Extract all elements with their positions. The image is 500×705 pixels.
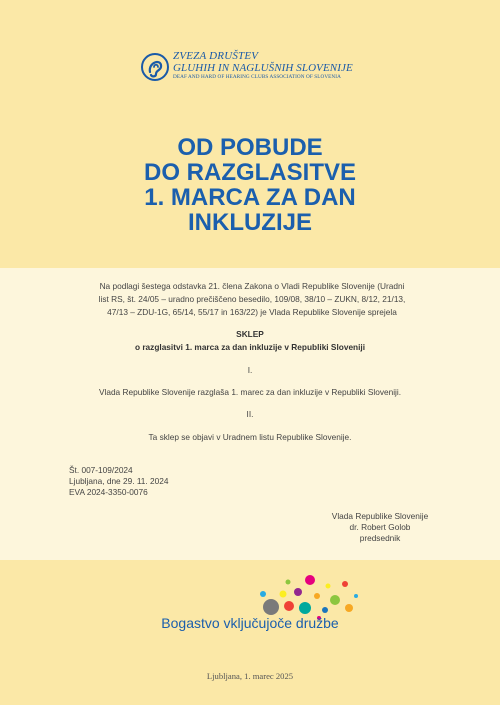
intro-paragraph <box>66 280 438 319</box>
dot <box>286 580 291 585</box>
intro-line: Na podlagi šestega odstavka 21. člena Zakona o Vladi Republike Slovenije (Uradni <box>99 281 405 291</box>
footer-date: Ljubljana, 1. marec 2025 <box>206 671 294 681</box>
document-meta <box>69 465 169 498</box>
signature-line: Vlada Republike Slovenije <box>331 511 429 521</box>
section-2-text: Ta sklep se objavi v Uradnem listu Republike Slovenije. <box>148 432 352 442</box>
dot <box>299 602 311 614</box>
dot <box>294 588 302 596</box>
intro-line: 47/13 – ZDU-1G, 65/14, 55/17 in 163/22) je Vlada Republike Slovenije sprejela <box>107 307 397 317</box>
section-2-number: II. <box>246 409 254 419</box>
dot <box>322 607 328 613</box>
dot <box>345 604 353 612</box>
meta-line: EVA 2024-3350-0076 <box>69 487 148 497</box>
meta-line: Št. 007-109/2024 <box>69 465 133 475</box>
footer-section <box>0 560 500 705</box>
slogan: Bogastvo vključujoče družbe <box>161 615 339 631</box>
signature-line: predsednik <box>359 533 401 543</box>
meta-line: Ljubljana, dne 29. 11. 2024 <box>69 476 169 486</box>
dot <box>342 581 348 587</box>
page-title <box>0 135 500 235</box>
dot <box>330 595 340 605</box>
section-1-number: I. <box>247 365 253 375</box>
title-line: INKLUZIJE <box>187 209 312 236</box>
header-section <box>0 0 500 268</box>
signature-line: dr. Robert Golob <box>349 522 411 532</box>
section-1-text: Vlada Republike Slovenije razglaša 1. marec za dan inkluzije v Republiki Sloveniji. <box>98 387 402 397</box>
dot <box>280 591 287 598</box>
title-line: OD POBUDE <box>177 134 323 161</box>
dot <box>326 584 331 589</box>
dot <box>305 575 315 585</box>
dot <box>314 593 320 599</box>
decree-heading: SKLEP <box>236 329 264 339</box>
decree-document <box>0 268 500 560</box>
title-line: DO RAZGLASITVE <box>143 159 356 186</box>
logo-line-1: ZVEZA DRUŠTEV <box>173 50 259 62</box>
decree-subheading: o razglasitvi 1. marca za dan inkluzije v Republiki Sloveniji <box>134 342 366 352</box>
dot <box>260 591 266 597</box>
dot <box>354 594 358 598</box>
association-logo <box>140 50 370 86</box>
logo-line-3: DEAF AND HARD OF HEARING CLUBS ASSOCIATION OF SLOVENIA <box>173 74 341 80</box>
logo-line-2: GLUHIH IN NAGLUŠNIH SLOVENIJE <box>173 62 353 74</box>
intro-line: list RS, št. 24/05 – uradno prečiščeno besedilo, 109/08, 38/10 – ZUKN, 8/12, 21/13, <box>98 294 406 304</box>
logo-text <box>173 50 353 81</box>
dot <box>284 601 294 611</box>
signature-block <box>310 511 450 544</box>
ear-logo-icon <box>140 52 170 82</box>
dot <box>263 599 279 615</box>
title-line: 1. MARCA ZA DAN <box>144 184 356 211</box>
